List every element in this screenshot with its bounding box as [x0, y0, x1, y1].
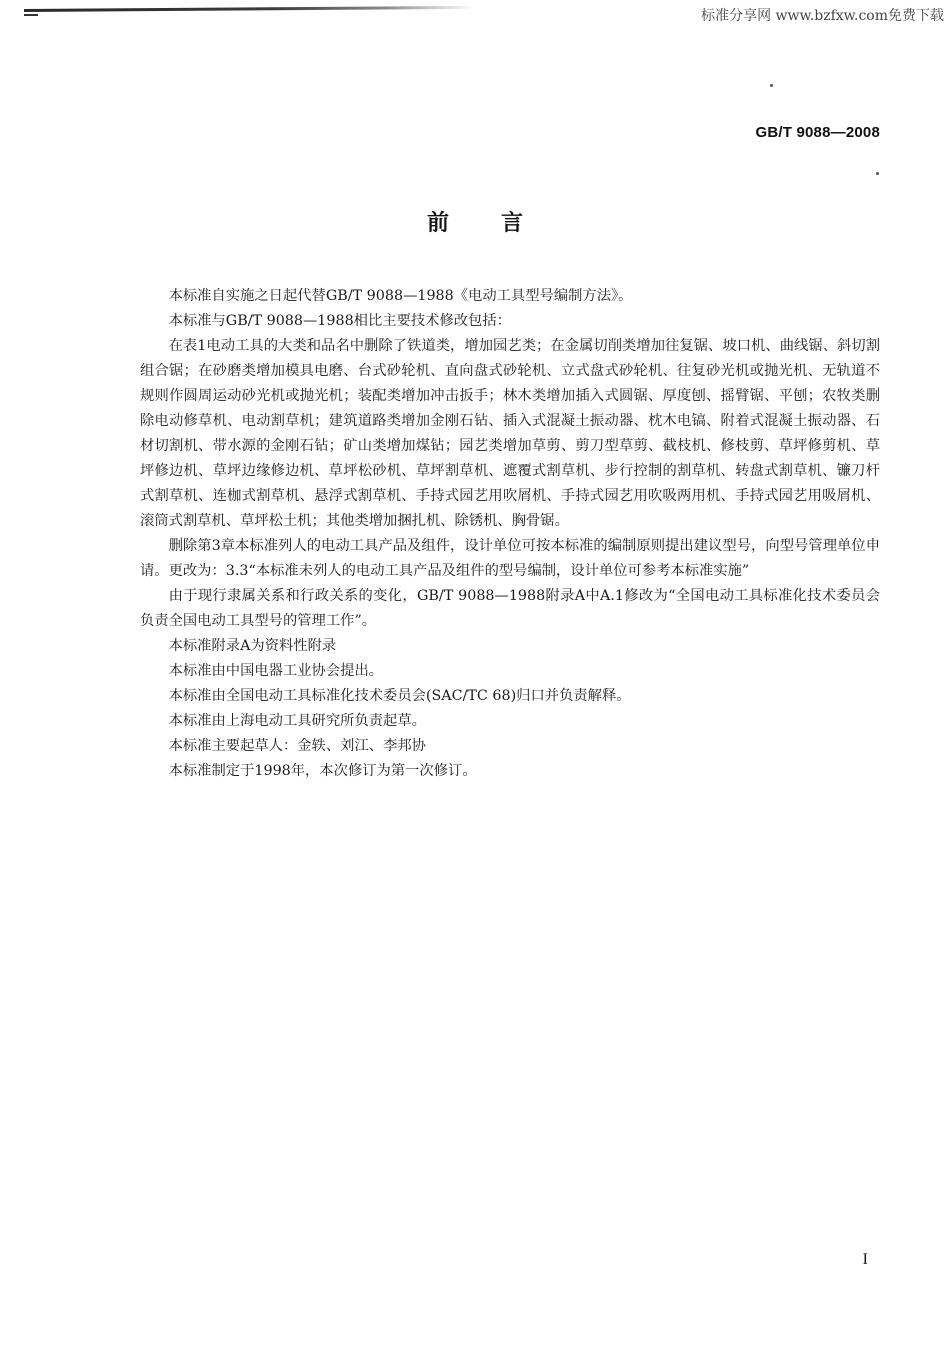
scan-artifact-line	[24, 6, 474, 12]
page-title: 前言	[426, 211, 575, 236]
paragraph: 本标准由全国电动工具标准化技术委员会(SAC/TC 68)归口并负责解释。	[168, 688, 631, 704]
paragraph: 本标准主要起草人：金轶、刘江、李邦协	[168, 738, 426, 754]
page-number: I	[862, 1251, 868, 1268]
paragraph: 本标准由中国电器工业协会提出。	[168, 663, 384, 679]
scan-speck	[770, 84, 773, 87]
document-body	[140, 284, 880, 784]
paragraph: 本标准与GB/T 9088—1988相比主要技术修改包括：	[168, 313, 511, 329]
paragraph: 删除第3章本标准列人的电动工具产品及组件，设计单位可按本标准的编制原则提出建议型号，向型号管理单位申请。更改为：3.3“本标准未列人的电动工具产品及组件的型号编制，设计单位可参考本标准实施”	[140, 538, 880, 579]
paragraph: 本标准自实施之日起代替GB/T 9088—1988《电动工具型号编制方法》。	[168, 288, 633, 304]
document-number: GB/T 9088—2008	[755, 124, 880, 141]
paragraph: 本标准由上海电动工具研究所负责起草。	[168, 713, 426, 729]
paragraph: 本标准附录A为资料性附录	[168, 638, 337, 654]
scan-artifact-tick	[24, 14, 38, 16]
paragraph: 由于现行隶属关系和行政关系的变化，GB/T 9088—1988附录A中A.1修改为“全国电动工具标准化技术委员会负责全国电动工具型号的管理工作”。	[140, 588, 880, 629]
paragraph: 在表1电动工具的大类和品名中删除了铁道类，增加园艺类；在金属切削类增加往复锯、坡口机、曲线锯、斜切割组合锯；在砂磨类增加模具电磨、台式砂轮机、直向盘式砂轮机、立式盘式砂轮机、往复砂光机或抛光机、无轨道不规则作圆周运动砂光机或抛光机；装配类增加冲击扳手；林木类增加插入式圆锯、厚度刨、摇臂锯、平刨；农牧类删除电动修草机、电动割草机；建筑道路类增加金刚石钻、插入式混凝土振动器、枕木电镐、附着式混凝土振动器、石材切割机、带水源的金刚石钻；矿山类增加煤钻；园艺类增加草剪、剪刀型草剪、截枝机、修枝剪、草坪修剪机、草坪修边机、草坪边缘修边机、草坪松砂机、草坪割草机、遮覆式割草机、步行控制的割草机、转盘式割草机、镰刀杆式割草机、连枷式割草机、悬浮式割草机、手持式园艺用吹屑机、手持式园艺用吹吸两用机、手持式园艺用吸屑机、滚筒式割草机、草坪松土机；其他类增加捆扎机、除锈机、胸骨锯。	[140, 338, 880, 529]
paragraph: 本标准制定于1998年，本次修订为第一次修订。	[168, 763, 477, 779]
scan-speck	[876, 172, 879, 175]
watermark: 标准分享网 www.bzfxw.com免费下载	[701, 8, 944, 24]
